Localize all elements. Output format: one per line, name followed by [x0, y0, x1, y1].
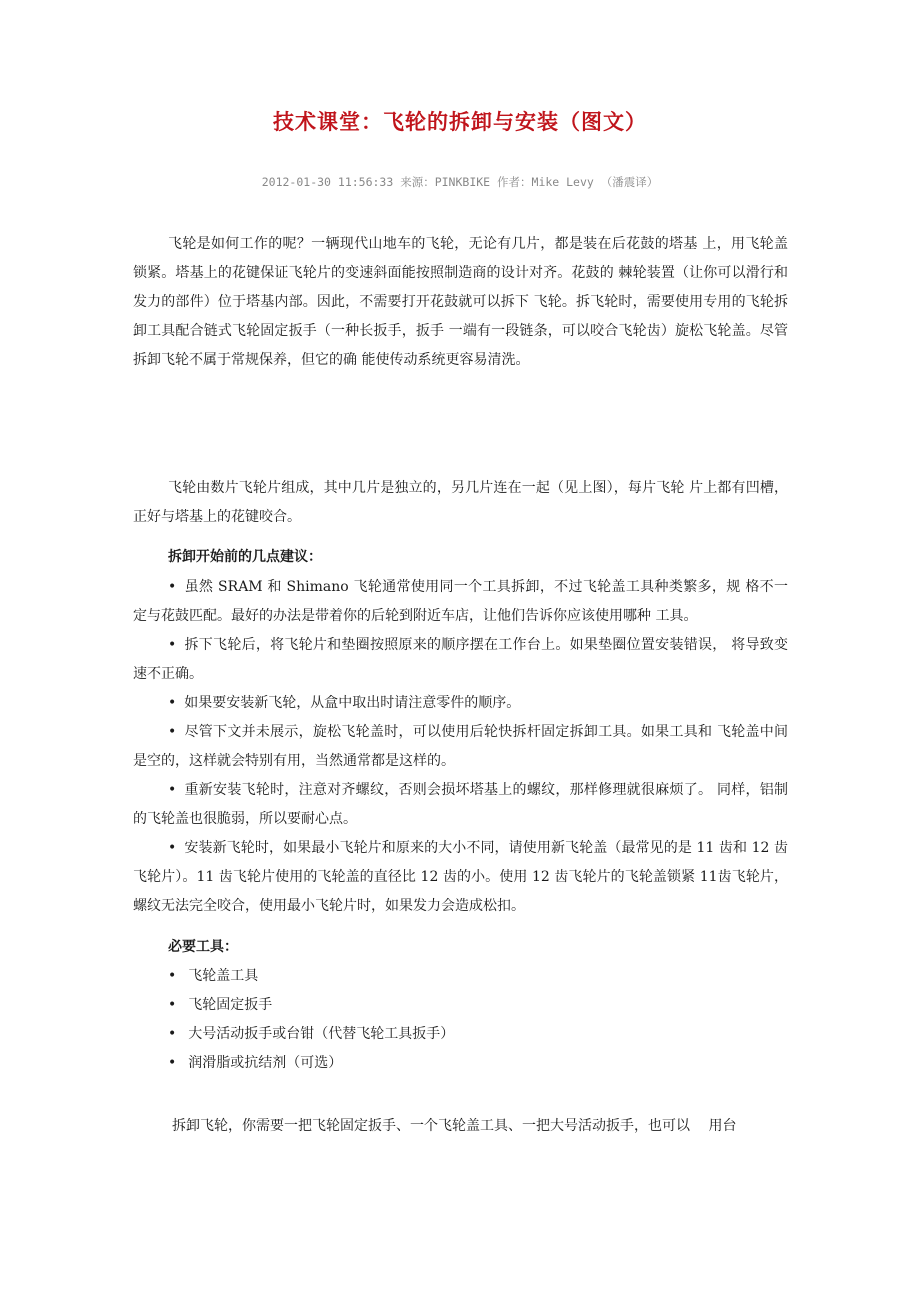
list-item-text: 飞轮固定扳手: [188, 997, 273, 1013]
bullet-icon: •: [168, 782, 177, 798]
advice-list: [133, 573, 788, 921]
tools-list: [168, 962, 454, 1078]
bullet-icon: •: [168, 695, 177, 711]
list-item-text: 大号活动扳手或台钳（代替飞轮工具扳手）: [188, 1026, 455, 1042]
list-item-text: 重新安装飞轮时，注意对齐螺纹，否则会损坏塔基上的螺纹，那样修理就很麻烦了。 同样，铝制的飞轮盖也很脆弱，所以要耐心点。: [133, 782, 788, 827]
list-item: [133, 718, 788, 776]
bullet-icon: •: [168, 724, 177, 740]
article-meta: 2012-01-30 11:56:33 来源：PINKBIKE 作者：Mike Levy （潘震译）: [261, 175, 659, 189]
removal-paragraph: 拆卸飞轮，你需要一把飞轮固定扳手、一个飞轮盖工具、一把大号活动扳手，也可以 用台: [172, 1118, 737, 1134]
bullet-icon: •: [168, 840, 177, 856]
article-title: 技术课堂：飞轮的拆卸与安装（图文）: [273, 109, 647, 134]
list-item: [133, 631, 788, 689]
bullet-icon: •: [168, 968, 177, 984]
list-item-text: 拆下飞轮后，将飞轮片和垫圈按照原来的顺序摆在工作台上。如果垫圈位置安装错误， 将导致变速不正确。: [133, 637, 788, 682]
list-item: [168, 962, 454, 991]
bullet-icon: •: [168, 637, 177, 653]
list-item: [133, 573, 788, 631]
list-item-text: 润滑脂或抗结剂（可选）: [188, 1055, 343, 1071]
list-item-text: 如果要安装新飞轮，从盒中取出时请注意零件的顺序。: [184, 695, 521, 711]
list-item: [168, 991, 454, 1020]
list-item-text: 虽然 SRAM 和 Shimano 飞轮通常使用同一个工具拆卸，不过飞轮盖工具种类繁多，规 格不一定与花鼓匹配。最好的办法是带着你的后轮到附近车店，让他们告诉你应该使用哪种 工具。: [133, 579, 788, 624]
list-item: [168, 1049, 454, 1078]
list-item-text: 尽管下文并未展示，旋松飞轮盖时，可以使用后轮快拆杆固定拆卸工具。如果工具和 飞轮盖中间是空的，这样就会特别有用，当然通常都是这样的。: [133, 724, 788, 769]
list-item: [133, 689, 788, 718]
advice-heading: 拆卸开始前的几点建议：: [168, 549, 322, 565]
list-item-text: 飞轮盖工具: [188, 968, 259, 984]
tools-heading: 必要工具：: [168, 939, 238, 955]
list-item: [133, 776, 788, 834]
cassette-paragraph: 飞轮由数片飞轮片组成，其中几片是独立的，另几片连在一起（见上图），每片飞轮 片上都有凹槽，正好与塔基上的花键咬合。: [133, 480, 788, 525]
bullet-icon: •: [168, 579, 177, 595]
bullet-icon: •: [168, 1055, 177, 1071]
list-item-text: 安装新飞轮时，如果最小飞轮片和原来的大小不同，请使用新飞轮盖（最常见的是 11 齿和 12 齿飞轮片）。11 齿飞轮片使用的飞轮盖的直径比 12 齿的小。使用 12 齿飞轮片的飞轮盖锁紧 11齿飞轮片，螺纹无法完全咬合，使用最小飞轮片时，如果发力会造成松扣。: [133, 840, 788, 914]
bullet-icon: •: [168, 1026, 177, 1042]
intro-paragraph: 飞轮是如何工作的呢？一辆现代山地车的飞轮，无论有几片，都是装在后花鼓的塔基 上，用飞轮盖锁紧。塔基上的花键保证飞轮片的变速斜面能按照制造商的设计对齐。花鼓的 棘轮装置（让你可以滑行和发力的部件）位于塔基内部。因此，不需要打开花鼓就可以拆下 飞轮。拆飞轮时，需要使用专用的飞轮拆卸工具配合链式飞轮固定扳手（一种长扳手，扳手 一端有一段链条，可以咬合飞轮齿）旋松飞轮盖。尽管拆卸飞轮不属于常规保养，但它的确 能使传动系统更容易清洗。: [133, 236, 788, 368]
list-item: [133, 834, 788, 921]
list-item: [168, 1020, 454, 1049]
bullet-icon: •: [168, 997, 177, 1013]
